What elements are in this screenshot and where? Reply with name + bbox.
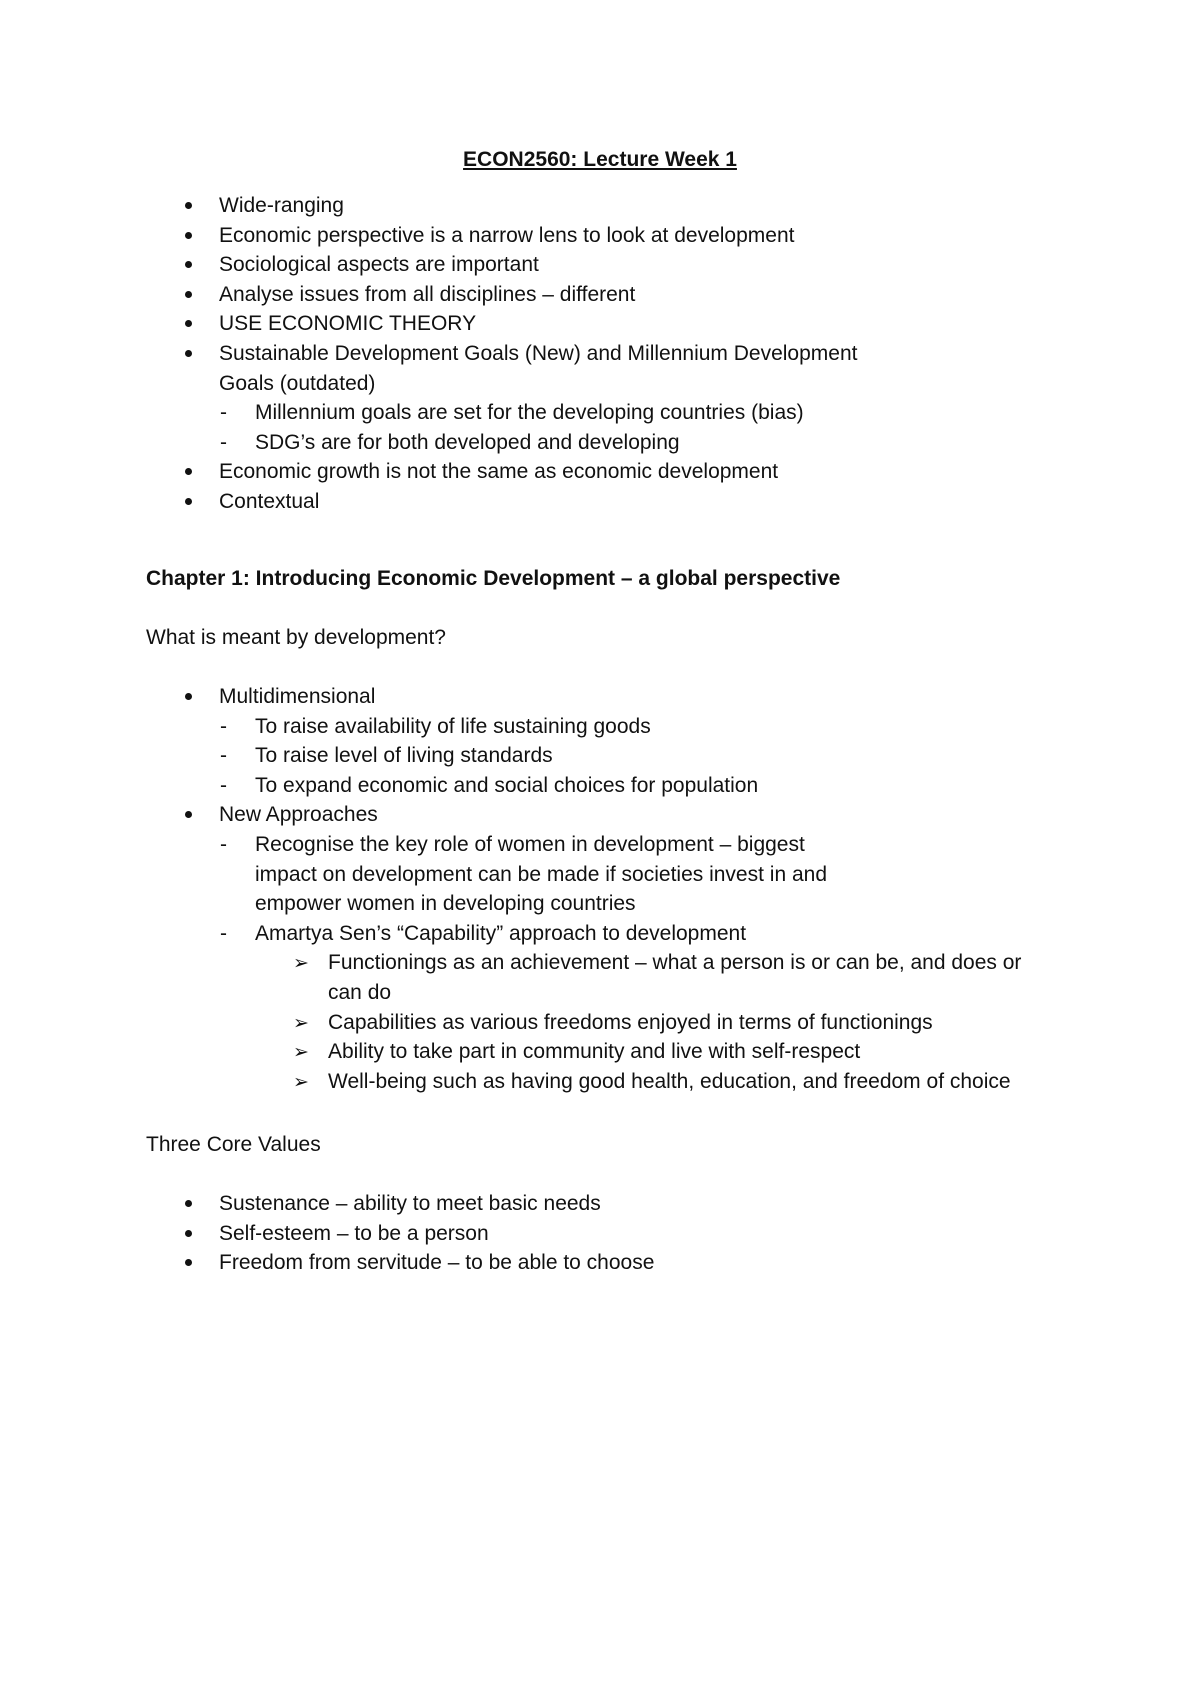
dash-icon: - (220, 832, 227, 856)
intro-list (146, 191, 1066, 517)
arrow-list-item: ➢ Capabilities as various freedoms enjoyed in terms of functionings (146, 1008, 1066, 1038)
dash-icon: - (220, 714, 227, 738)
dash-icon: - (220, 401, 227, 425)
list-item: Sociological aspects are important (146, 250, 1066, 280)
chapter-heading: Chapter 1: Introducing Economic Development – a global perspective (146, 567, 841, 590)
list-item: Sustainable Development Goals (New) and Millennium Development Goals (outdated) (146, 339, 899, 398)
development-list (146, 682, 1066, 1096)
list-item: Economic perspective is a narrow lens to look at development (146, 221, 1066, 251)
list-item: New Approaches (146, 800, 1066, 830)
sub-list-item: - Amartya Sen’s “Capability” approach to development (146, 919, 1066, 949)
arrow-icon: ➢ (293, 1012, 309, 1034)
sub-list-item: - Recognise the key role of women in development – biggest impact on development can be made if societies invest in and empower women in developing countries (146, 830, 860, 919)
arrow-list-item: ➢ Well-being such as having good health, education, and freedom of choice (146, 1067, 1066, 1097)
list-item: Economic growth is not the same as economic development (146, 457, 1066, 487)
section-question: What is meant by development? (146, 626, 446, 649)
dash-icon: - (220, 921, 227, 945)
list-item: Multidimensional (146, 682, 1066, 712)
list-item: Self-esteem – to be a person (146, 1219, 1066, 1249)
sub-list-item: - SDG’s are for both developed and developing (146, 428, 1066, 458)
dash-icon: - (220, 773, 227, 797)
list-item: Sustenance – ability to meet basic needs (146, 1189, 1066, 1219)
sub-list-item: - Millennium goals are set for the developing countries (bias) (146, 398, 1066, 428)
arrow-icon: ➢ (293, 1071, 309, 1093)
dash-icon: - (220, 744, 227, 768)
arrow-list-item: ➢ Ability to take part in community and live with self-respect (146, 1037, 1066, 1067)
page-title: ECON2560: Lecture Week 1 (463, 148, 737, 171)
sub-list-item: - To raise level of living standards (146, 741, 1066, 771)
sub-list-item: - To expand economic and social choices for population (146, 771, 1066, 801)
arrow-list-item: ➢ Functionings as an achievement – what a person is or can be, and does or can do (293, 951, 1022, 1004)
sub-list-item: - To raise availability of life sustaining goods (146, 712, 1066, 742)
arrow-icon: ➢ (293, 953, 309, 975)
arrow-icon: ➢ (293, 1042, 309, 1064)
list-item: Freedom from servitude – to be able to choose (146, 1248, 1066, 1278)
dash-icon: - (220, 430, 227, 454)
list-item: USE ECONOMIC THEORY (146, 309, 1066, 339)
list-item: Contextual (146, 487, 1066, 517)
core-values-list (146, 1189, 1066, 1278)
list-item: Analyse issues from all disciplines – different (146, 280, 1066, 310)
core-values-heading: Three Core Values (146, 1133, 321, 1156)
list-item: Wide-ranging (146, 191, 1066, 221)
